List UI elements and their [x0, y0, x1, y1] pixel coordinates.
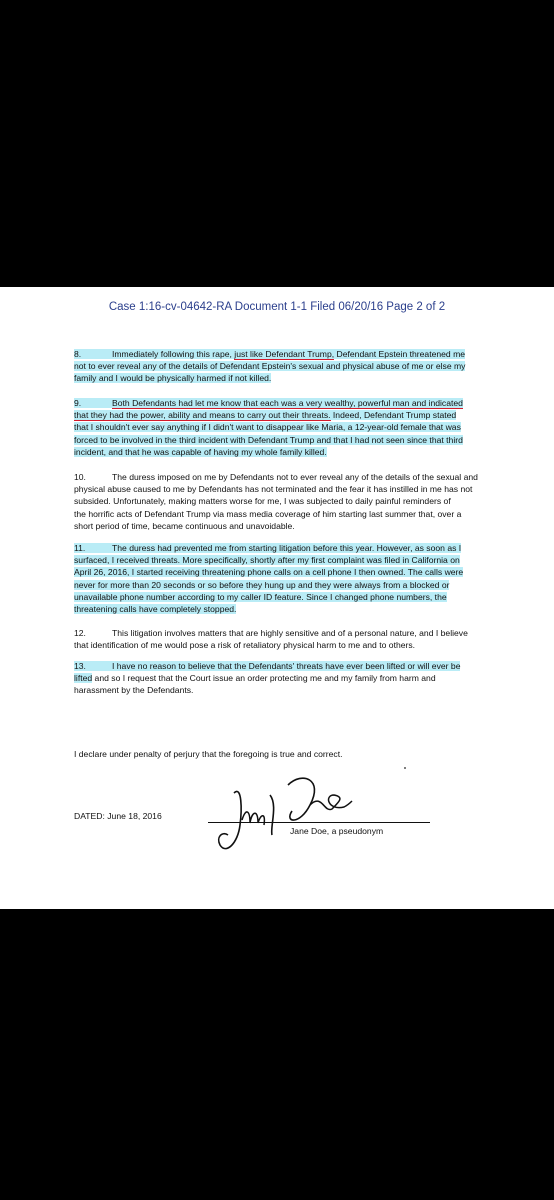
handwritten-signature [212, 765, 372, 860]
case-header: Case 1:16-cv-04642-RA Document 1-1 Filed 06/20/16 Page 2 of 2 [108, 301, 446, 313]
text-line: surfaced, I received threats. More specifically, shortly after my first complaint was filed in California on [74, 555, 460, 566]
paragraph-12 [74, 627, 506, 651]
text-line: not to ever reveal any of the details of Defendant Epstein's sexual and physical abuse of me or else my [74, 361, 466, 372]
text-line: that I shouldn't ever say anything if I didn't want to disappear like Maria, a 12-year-old female that was [74, 422, 461, 433]
text-line: short period of time, became continuous and unavoidable. [74, 520, 295, 531]
text-line: that identification of me would pose a risk of retaliatory physical harm to me and to others. [74, 640, 416, 651]
paragraph-number: 13. [74, 661, 86, 671]
paragraph-number: 8. [74, 349, 82, 359]
paragraph-number: 10. [74, 472, 86, 482]
text-line: incident, and that he was capable of having my whole family killed. [74, 446, 327, 457]
paragraph-11 [74, 542, 506, 615]
highlighted-text: lifted [74, 673, 93, 684]
paragraph-8 [74, 348, 506, 385]
text-line: the horrific acts of Defendant Trump via mass media coverage of him starting last summer that, over a [74, 508, 462, 519]
text-line: subsided. Unfortunately, making matters worse for me, I was subjected to daily painful reminders of [74, 496, 451, 507]
text-span: This litigation involves matters that are highly sensitive and of a personal nature, and I believe [112, 628, 468, 638]
text-span: and so I request that the Court issue an order protecting me and my family from harm and [92, 673, 436, 684]
text-line: April 26, 2016, I started receiving threatening phone calls on a cell phone I then owned. The calls were [74, 567, 464, 578]
paragraph-10 [74, 471, 506, 532]
text-line: physical abuse caused to me by Defendants has not terminated and the fear it has instilled in me has not [74, 484, 473, 495]
signer-name: Jane Doe, a pseudonym [290, 826, 384, 836]
paragraph-number: 12. [74, 628, 86, 638]
signature-line [208, 822, 430, 823]
text-line: threatening calls have completely stopped. [74, 604, 237, 615]
text-line: harassment by the Defendants. [74, 685, 194, 696]
text-line: unavailable phone number according to my caller ID feature. Since I changed phone numbers, the [74, 591, 447, 602]
underlined-text: Both Defendants had let me know that each was a very wealthy, powerful man and indicated [112, 398, 463, 408]
text-span: The duress had prevented me from starting litigation before this year. However, as soon as I [112, 543, 462, 553]
speck [404, 767, 406, 769]
text-span: Defendant Epstein threatened me [334, 349, 466, 359]
underlined-text: just like Defendant Trump, [234, 349, 335, 359]
document-page [0, 287, 554, 909]
text-line: family and I would be physically harmed if not killed. [74, 373, 272, 384]
text-line: forced to be involved in the third incident with Defendant Trump and that I had not seen since that third [74, 434, 463, 445]
text-span: Immediately following this rape, [112, 349, 235, 359]
text-span: The duress imposed on me by Defendants not to ever reveal any of the details of the sexual and [112, 472, 478, 482]
paragraph-13 [74, 660, 506, 697]
paragraph-number: 11. [74, 543, 86, 553]
paragraph-9 [74, 397, 506, 458]
declaration-statement: I declare under penalty of perjury that the foregoing is true and correct. [74, 749, 343, 759]
text-span: Indeed, Defendant Trump stated [330, 410, 457, 421]
dated-line: DATED: June 18, 2016 [74, 811, 162, 821]
paragraph-number: 9. [74, 398, 82, 408]
underlined-text: that they had the power, ability and means to carry out their threats. [74, 410, 331, 421]
text-span: I have no reason to believe that the Defendants' threats have ever been lifted or will ever be [112, 661, 461, 671]
text-line: never for more than 20 seconds or so before they hung up and they were always from a blocked or [74, 579, 450, 590]
